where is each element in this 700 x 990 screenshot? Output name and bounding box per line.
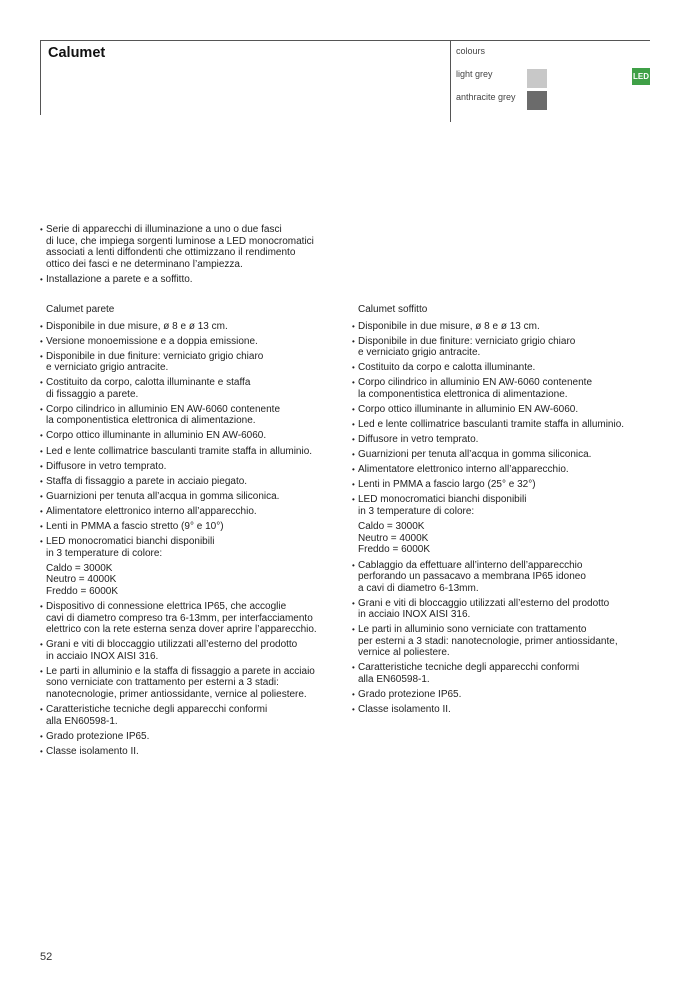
- list-item: • Dispositivo di connessione elettrica IP65, che accoglie cavi di diametro compreso tra 6-13mm, per interfacciamento elettrico con la rete esterna senza dover aprire l’apparecchio.: [40, 601, 340, 636]
- list-item: • LED monocromatici bianchi disponibili in 3 temperature di colore:: [40, 536, 340, 559]
- list-item: • Led e lente collimatrice basculanti tramite staffa in alluminio.: [40, 446, 340, 458]
- colours-label: colours: [456, 46, 486, 56]
- list-item: • Versione monoemissione e a doppia emissione.: [40, 336, 340, 348]
- soffitto-temperatures: Caldo = 3000K Neutro = 4000K Freddo = 6000K: [358, 521, 430, 556]
- list-item: • Lenti in PMMA a fascio largo (25° e 32°): [352, 479, 662, 491]
- list-item: • Le parti in alluminio e la staffa di fissaggio a parete in acciaio sono verniciate con trattamento per esterni a 3 stadi: nanotecnologie, primer antiossidante, vernice al poliestere.: [40, 666, 340, 701]
- list-item: • Grado protezione IP65.: [40, 731, 340, 743]
- list-item: • Alimentatore elettronico interno all’apparecchio.: [352, 464, 662, 476]
- list-item: • Disponibile in due finiture: verniciato grigio chiaro e verniciato grigio antracite.: [40, 351, 340, 374]
- intro-list: [40, 224, 330, 285]
- list-item: • Disponibile in due misure, ø 8 e ø 13 cm.: [40, 321, 340, 333]
- parete-list-b: [40, 601, 340, 757]
- list-item: • Caratteristiche tecniche degli apparecchi conformi alla EN60598-1.: [40, 704, 340, 727]
- list-item: • Cablaggio da effettuare all’interno dell’apparecchio perforando un passacavo a membrana IP65 idoneo a cavi di diametro 6-13mm.: [352, 560, 662, 595]
- list-item: • Grado protezione IP65.: [352, 689, 662, 701]
- list-item: • Disponibile in due finiture: verniciato grigio chiaro e verniciato grigio antracite.: [352, 336, 662, 359]
- soffitto-title: Calumet soffitto: [358, 304, 428, 315]
- list-item: • Guarnizioni per tenuta all’acqua in gomma siliconica.: [40, 491, 340, 503]
- list-item: • Serie di apparecchi di illuminazione a uno o due fasci di luce, che impiega sorgenti luminose a LED monocromatici associati a lenti diffondenti che ottimizzano il rendimento ottico dei fasci e ne determinano l’ampiezza.: [40, 224, 330, 270]
- swatch-light-grey: [527, 69, 547, 88]
- list-item: • Disponibile in due misure, ø 8 e ø 13 cm.: [352, 321, 662, 333]
- list-item: • LED monocromatici bianchi disponibili in 3 temperature di colore:: [352, 494, 662, 517]
- parete-temperatures: Caldo = 3000K Neutro = 4000K Freddo = 6000K: [46, 562, 118, 597]
- list-item: • Corpo cilindrico in alluminio EN AW-6060 contenente la componentistica elettronica di alimentazione.: [40, 404, 340, 427]
- list-item: • Classe isolamento II.: [40, 746, 340, 758]
- swatch-anthracite-grey: [527, 91, 547, 110]
- list-item: • Corpo ottico illuminante in alluminio EN AW-6060.: [40, 430, 340, 442]
- parete-title: Calumet parete: [46, 304, 115, 315]
- list-item: • Diffusore in vetro temprato.: [352, 434, 662, 446]
- list-item: • Diffusore in vetro temprato.: [40, 461, 340, 473]
- list-item: • Corpo cilindrico in alluminio EN AW-6060 contenente la componentistica elettronica di alimentazione.: [352, 377, 662, 400]
- page-title: Calumet: [48, 45, 106, 61]
- list-item: • Grani e viti di bloccaggio utilizzati all’esterno del prodotto in acciaio INOX AISI 316.: [352, 598, 662, 621]
- list-item: • Alimentatore elettronico interno all’apparecchio.: [40, 506, 340, 518]
- list-item: • Installazione a parete e a soffitto.: [40, 274, 330, 286]
- list-item: • Guarnizioni per tenuta all’acqua in gomma siliconica.: [352, 449, 662, 461]
- list-item: • Lenti in PMMA a fascio stretto (9° e 10°): [40, 521, 340, 533]
- parete-section: [40, 304, 340, 761]
- list-item: • Classe isolamento II.: [352, 704, 662, 716]
- soffitto-list-a: [352, 321, 662, 518]
- page-number: 52: [40, 951, 53, 963]
- list-item: • Costituito da corpo e calotta illuminante.: [352, 362, 662, 374]
- parete-list-a: [40, 321, 340, 560]
- soffitto-list-b: [352, 560, 662, 716]
- colour-name-light-grey: light grey: [456, 69, 493, 79]
- led-badge: LED: [632, 68, 650, 85]
- colour-name-anthracite-grey: anthracite grey: [456, 92, 516, 102]
- list-item: • Led e lente collimatrice basculanti tramite staffa in alluminio.: [352, 419, 662, 431]
- list-item: • Costituito da corpo, calotta illuminante e staffa di fissaggio a parete.: [40, 377, 340, 400]
- list-item: • Le parti in alluminio sono verniciate con trattamento per esterni a 3 stadi: nanotecnologie, primer antiossidante, vernice al poliestere.: [352, 624, 662, 659]
- list-item: • Grani e viti di bloccaggio utilizzati all’esterno del prodotto in acciaio INOX AISI 316.: [40, 639, 340, 662]
- intro-section: [40, 224, 330, 289]
- list-item: • Corpo ottico illuminante in alluminio EN AW-6060.: [352, 404, 662, 416]
- list-item: • Caratteristiche tecniche degli apparecchi conformi alla EN60598-1.: [352, 662, 662, 685]
- list-item: • Staffa di fissaggio a parete in acciaio piegato.: [40, 476, 340, 488]
- soffitto-section: [352, 304, 662, 719]
- header-divider: [450, 40, 451, 122]
